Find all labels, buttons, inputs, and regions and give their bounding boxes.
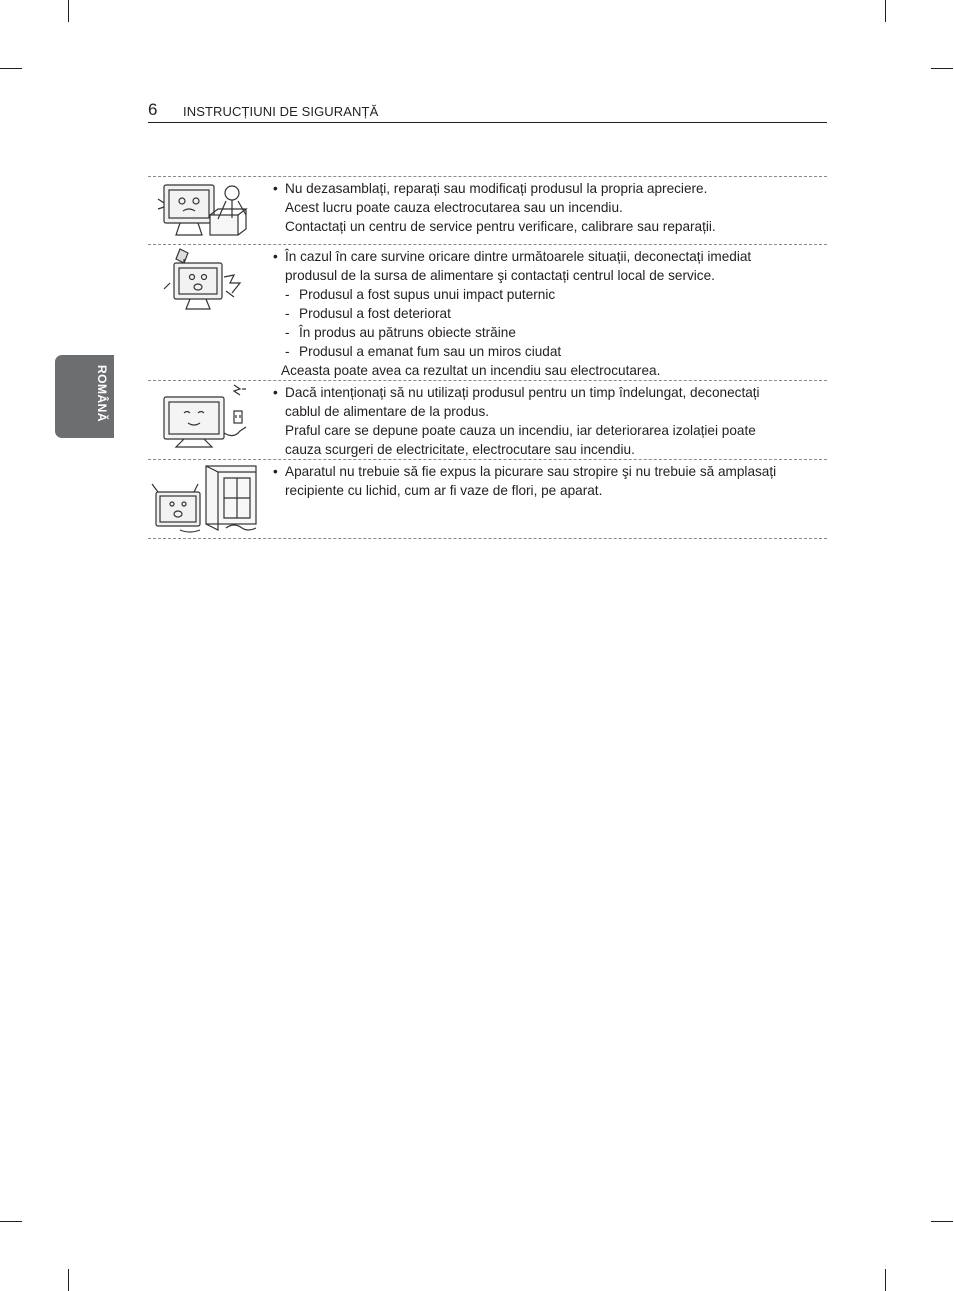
tv-damaged-icon bbox=[150, 247, 262, 317]
safety-line: Contactați un centru de service pentru verificare, calibrare sau reparații. bbox=[285, 219, 716, 234]
tv-unplugged-icon bbox=[150, 383, 262, 453]
crop-mark bbox=[885, 1269, 886, 1291]
crop-mark bbox=[68, 1269, 69, 1291]
safety-subitem: - Produsul a emanat fum sau un miros ciudat bbox=[271, 342, 827, 361]
safety-line: cablul de alimentare de la produs. bbox=[285, 404, 490, 419]
safety-subitem: - Produsul a fost deteriorat bbox=[271, 304, 827, 323]
safety-subitem: - În produs au pătruns obiecte străine bbox=[271, 323, 827, 342]
safety-line: Acest lucru poate cauza electrocutarea sau un incendiu. bbox=[285, 200, 623, 215]
tv-disassembly-icon bbox=[150, 179, 262, 249]
safety-note: Aceasta poate avea ca rezultat un incendiu sau electrocutarea. bbox=[281, 363, 661, 378]
page-header bbox=[148, 100, 827, 123]
crop-mark bbox=[68, 0, 69, 22]
crop-mark bbox=[931, 1221, 953, 1222]
safety-line: cauza scurgeri de electricitate, electrocutare sau incendiu. bbox=[285, 442, 635, 457]
safety-item bbox=[148, 381, 827, 460]
safety-subitem: - Produsul a fost supus unui impact puternic bbox=[271, 285, 827, 304]
safety-bullet: • Aparatul nu trebuie să fie expus la picurare sau stropire şi nu trebuie să amplasați bbox=[271, 462, 827, 481]
page-number: 6 bbox=[148, 100, 158, 119]
crop-mark bbox=[0, 68, 22, 69]
safety-line: Praful care se depune poate cauza un incendiu, iar deteriorarea izolației poate bbox=[285, 423, 756, 438]
section-title: INSTRUCȚIUNI DE SIGURANȚĂ bbox=[183, 104, 379, 119]
crop-mark bbox=[931, 68, 953, 69]
safety-line: recipiente cu lichid, cum ar fi vaze de flori, pe aparat. bbox=[285, 483, 603, 498]
safety-list bbox=[148, 176, 827, 539]
tv-water-splash-icon bbox=[150, 462, 262, 538]
language-tab-label: ROMÂNĂ bbox=[95, 365, 109, 422]
safety-line: produsul de la sursa de alimentare şi contactați centrul local de service. bbox=[285, 268, 715, 283]
safety-bullet: • Dacă intenționați să nu utilizați produsul pentru un timp îndelungat, deconectați bbox=[271, 383, 827, 402]
crop-mark bbox=[0, 1221, 22, 1222]
safety-item bbox=[148, 177, 827, 245]
safety-item bbox=[148, 460, 827, 539]
safety-bullet: • În cazul în care survine oricare dintre următoarele situații, deconectați imediat bbox=[271, 247, 827, 266]
crop-mark bbox=[885, 0, 886, 22]
safety-bullet: • Nu dezasamblați, reparați sau modificați produsul la propria apreciere. bbox=[271, 179, 827, 198]
language-tab bbox=[55, 355, 114, 438]
safety-item bbox=[148, 245, 827, 381]
